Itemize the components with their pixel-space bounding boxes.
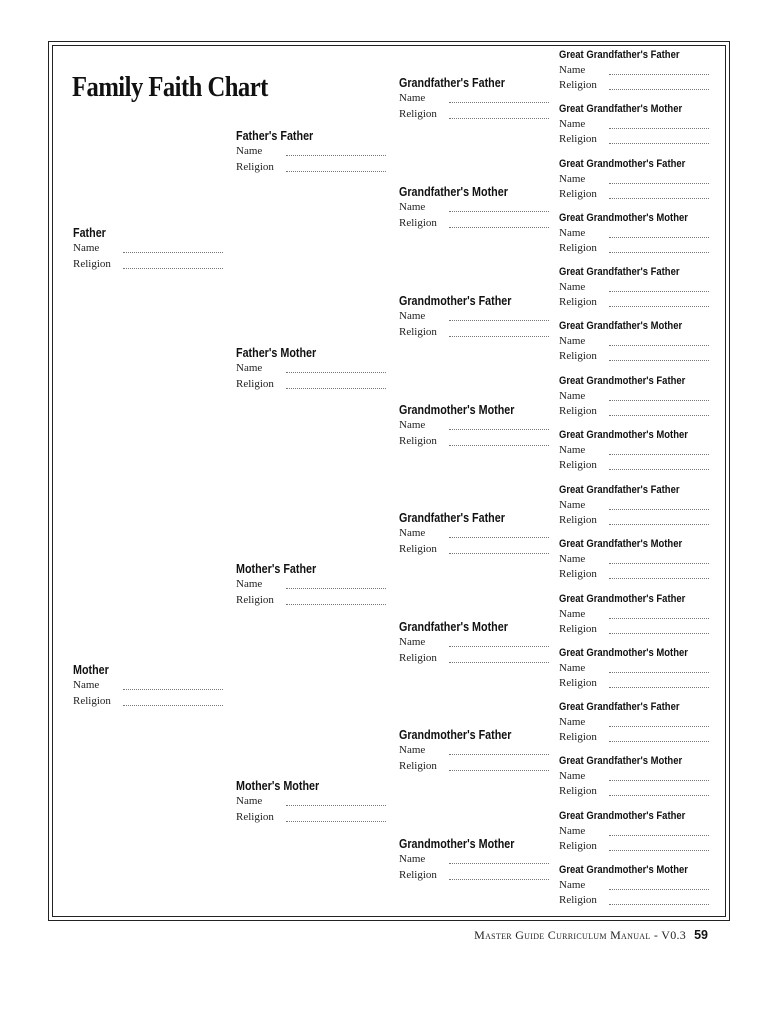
- person-heading: Great Grandfather's Father: [559, 484, 680, 496]
- religion-label: Religion: [559, 677, 597, 689]
- religion-blank-line[interactable]: [449, 662, 549, 663]
- religion-blank-line[interactable]: [449, 445, 549, 446]
- person-gen3-4: [399, 403, 533, 450]
- name-label: Name: [559, 118, 586, 130]
- religion-label: Religion: [559, 79, 597, 91]
- religion-row: [559, 623, 706, 638]
- religion-row: [559, 405, 706, 420]
- religion-label: Religion: [559, 514, 597, 526]
- footer-text: Master Guide Curriculum Manual - V0.3: [474, 928, 687, 942]
- name-label: Name: [399, 310, 426, 322]
- religion-row: [399, 326, 530, 342]
- religion-blank-line[interactable]: [609, 795, 709, 796]
- name-row: [559, 335, 702, 350]
- name-label: Name: [236, 795, 263, 807]
- religion-blank-line[interactable]: [609, 687, 709, 688]
- religion-blank-line[interactable]: [609, 633, 709, 634]
- person-heading: Great Grandfather's Mother: [559, 320, 683, 332]
- person-gen4-6: [559, 320, 702, 365]
- name-row: [399, 419, 533, 435]
- name-blank-line[interactable]: [609, 509, 709, 510]
- name-blank-line[interactable]: [609, 291, 709, 292]
- person-gen2-2: [236, 346, 329, 393]
- religion-blank-line[interactable]: [609, 143, 709, 144]
- name-label: Name: [559, 662, 586, 674]
- name-row: [399, 92, 522, 108]
- person-heading: Father's Father: [236, 129, 314, 143]
- religion-label: Religion: [399, 542, 437, 555]
- person-gen4-11: [559, 593, 706, 638]
- person-gen2-3: [236, 562, 329, 609]
- religion-blank-line[interactable]: [609, 360, 709, 361]
- page-footer: [474, 928, 708, 943]
- name-row: [559, 444, 709, 459]
- name-row: [399, 310, 530, 326]
- religion-blank-line[interactable]: [449, 336, 549, 337]
- person-heading: Great Grandmother's Mother: [559, 647, 688, 659]
- religion-label: Religion: [73, 257, 111, 270]
- religion-label: Religion: [236, 593, 274, 606]
- name-row: [236, 795, 333, 811]
- person-gen1-1: [73, 226, 111, 273]
- religion-label: Religion: [559, 405, 597, 417]
- name-row: [73, 242, 111, 258]
- name-blank-line[interactable]: [609, 400, 709, 401]
- name-blank-line[interactable]: [449, 754, 549, 755]
- name-label: Name: [559, 173, 586, 185]
- name-label: Name: [559, 390, 586, 402]
- name-row: [399, 853, 533, 869]
- religion-label: Religion: [559, 623, 597, 635]
- person-gen4-9: [559, 484, 699, 529]
- person-heading: Great Grandmother's Mother: [559, 212, 688, 224]
- person-heading: Great Grandfather's Mother: [559, 103, 683, 115]
- person-gen3-1: [399, 76, 522, 123]
- religion-row: [559, 350, 702, 365]
- name-blank-line[interactable]: [609, 345, 709, 346]
- religion-blank-line[interactable]: [286, 171, 386, 172]
- religion-blank-line[interactable]: [449, 118, 549, 119]
- name-label: Name: [559, 64, 586, 76]
- religion-label: Religion: [399, 216, 437, 229]
- religion-label: Religion: [559, 840, 597, 852]
- name-blank-line[interactable]: [449, 320, 549, 321]
- name-blank-line[interactable]: [609, 889, 709, 890]
- religion-row: [559, 133, 702, 148]
- name-label: Name: [236, 362, 263, 374]
- religion-blank-line[interactable]: [449, 770, 549, 771]
- name-blank-line[interactable]: [609, 128, 709, 129]
- religion-row: [399, 435, 533, 451]
- name-label: Name: [399, 419, 426, 431]
- person-heading: Father: [73, 226, 106, 240]
- name-row: [399, 201, 526, 217]
- religion-row: [236, 594, 329, 610]
- person-gen4-4: [559, 212, 709, 257]
- name-blank-line[interactable]: [449, 211, 549, 212]
- religion-blank-line[interactable]: [609, 198, 709, 199]
- religion-row: [73, 695, 115, 711]
- person-gen4-5: [559, 266, 699, 311]
- name-blank-line[interactable]: [286, 155, 386, 156]
- religion-label: Religion: [236, 810, 274, 823]
- religion-blank-line[interactable]: [609, 741, 709, 742]
- person-gen4-3: [559, 158, 706, 203]
- person-heading: Grandmother's Father: [399, 728, 512, 742]
- religion-blank-line[interactable]: [449, 227, 549, 228]
- name-row: [73, 679, 115, 695]
- person-gen3-7: [399, 728, 530, 775]
- name-blank-line[interactable]: [286, 805, 386, 806]
- religion-row: [559, 568, 702, 583]
- name-label: Name: [559, 335, 586, 347]
- religion-label: Religion: [559, 296, 597, 308]
- religion-label: Religion: [559, 133, 597, 145]
- religion-blank-line[interactable]: [609, 252, 709, 253]
- religion-label: Religion: [559, 459, 597, 471]
- person-gen4-2: [559, 103, 702, 148]
- name-label: Name: [559, 281, 586, 293]
- person-gen2-4: [236, 779, 333, 826]
- person-heading: Grandmother's Father: [399, 294, 512, 308]
- name-row: [559, 64, 699, 79]
- name-row: [236, 145, 326, 161]
- religion-label: Religion: [399, 868, 437, 881]
- religion-row: [236, 811, 333, 827]
- name-blank-line[interactable]: [123, 689, 223, 690]
- person-gen3-6: [399, 620, 526, 667]
- religion-label: Religion: [399, 325, 437, 338]
- religion-row: [559, 894, 709, 909]
- name-label: Name: [399, 636, 426, 648]
- religion-label: Religion: [559, 188, 597, 200]
- person-gen1-2: [73, 663, 115, 710]
- religion-label: Religion: [559, 785, 597, 797]
- religion-label: Religion: [559, 568, 597, 580]
- name-blank-line[interactable]: [609, 183, 709, 184]
- name-label: Name: [559, 879, 586, 891]
- person-heading: Grandmother's Mother: [399, 403, 515, 417]
- religion-row: [559, 514, 699, 529]
- person-gen4-14: [559, 755, 702, 800]
- religion-row: [559, 785, 702, 800]
- name-row: [559, 281, 699, 296]
- religion-label: Religion: [559, 242, 597, 254]
- page-title: Family Faith Chart: [72, 72, 268, 103]
- name-row: [559, 390, 706, 405]
- person-heading: Great Grandmother's Mother: [559, 864, 688, 876]
- name-blank-line[interactable]: [609, 563, 709, 564]
- religion-row: [236, 161, 326, 177]
- person-gen4-15: [559, 810, 706, 855]
- person-heading: Great Grandfather's Mother: [559, 755, 683, 767]
- name-blank-line[interactable]: [609, 672, 709, 673]
- religion-blank-line[interactable]: [286, 604, 386, 605]
- religion-row: [559, 459, 709, 474]
- person-heading: Mother's Mother: [236, 779, 320, 793]
- name-row: [236, 578, 329, 594]
- religion-blank-line[interactable]: [449, 553, 549, 554]
- name-label: Name: [559, 770, 586, 782]
- person-heading: Mother's Father: [236, 562, 317, 576]
- name-row: [559, 227, 709, 242]
- religion-blank-line[interactable]: [609, 578, 709, 579]
- religion-row: [559, 677, 709, 692]
- person-heading: Mother: [73, 663, 109, 677]
- religion-row: [559, 840, 706, 855]
- name-blank-line[interactable]: [286, 372, 386, 373]
- religion-row: [399, 217, 526, 233]
- religion-blank-line[interactable]: [609, 469, 709, 470]
- religion-row: [399, 869, 533, 885]
- religion-label: Religion: [399, 434, 437, 447]
- person-gen4-12: [559, 647, 709, 692]
- name-label: Name: [399, 527, 426, 539]
- name-label: Name: [559, 444, 586, 456]
- religion-row: [559, 296, 699, 311]
- name-blank-line[interactable]: [449, 102, 549, 103]
- person-gen3-3: [399, 294, 530, 341]
- religion-label: Religion: [399, 759, 437, 772]
- name-row: [559, 716, 699, 731]
- name-row: [559, 662, 709, 677]
- religion-row: [559, 242, 709, 257]
- name-label: Name: [559, 553, 586, 565]
- name-label: Name: [399, 744, 426, 756]
- name-blank-line[interactable]: [286, 588, 386, 589]
- name-row: [559, 608, 706, 623]
- name-blank-line[interactable]: [609, 454, 709, 455]
- name-label: Name: [399, 201, 426, 213]
- religion-blank-line[interactable]: [609, 904, 709, 905]
- name-row: [559, 770, 702, 785]
- name-row: [559, 499, 699, 514]
- person-heading: Great Grandmother's Father: [559, 375, 686, 387]
- person-heading: Great Grandmother's Father: [559, 810, 686, 822]
- name-blank-line[interactable]: [609, 726, 709, 727]
- name-label: Name: [399, 853, 426, 865]
- person-gen4-10: [559, 538, 702, 583]
- name-blank-line[interactable]: [449, 646, 549, 647]
- person-heading: Grandfather's Father: [399, 511, 505, 525]
- name-blank-line[interactable]: [449, 537, 549, 538]
- religion-blank-line[interactable]: [609, 306, 709, 307]
- religion-label: Religion: [399, 107, 437, 120]
- person-gen3-5: [399, 511, 522, 558]
- religion-blank-line[interactable]: [286, 388, 386, 389]
- religion-label: Religion: [399, 651, 437, 664]
- page-number: 59: [694, 928, 708, 942]
- name-label: Name: [559, 825, 586, 837]
- name-row: [559, 553, 702, 568]
- religion-label: Religion: [559, 731, 597, 743]
- person-gen3-8: [399, 837, 533, 884]
- name-blank-line[interactable]: [123, 252, 223, 253]
- name-label: Name: [559, 499, 586, 511]
- person-gen4-7: [559, 375, 706, 420]
- name-label: Name: [559, 716, 586, 728]
- religion-row: [559, 731, 699, 746]
- name-label: Name: [236, 578, 263, 590]
- name-row: [559, 173, 706, 188]
- name-row: [559, 118, 702, 133]
- religion-blank-line[interactable]: [609, 524, 709, 525]
- religion-label: Religion: [559, 350, 597, 362]
- religion-blank-line[interactable]: [609, 89, 709, 90]
- person-heading: Grandfather's Mother: [399, 620, 508, 634]
- name-blank-line[interactable]: [449, 429, 549, 430]
- person-heading: Great Grandmother's Father: [559, 593, 686, 605]
- person-gen4-1: [559, 49, 699, 94]
- religion-row: [399, 543, 522, 559]
- person-gen4-13: [559, 701, 699, 746]
- religion-row: [73, 258, 111, 274]
- name-row: [559, 879, 709, 894]
- name-row: [399, 744, 530, 760]
- religion-label: Religion: [236, 160, 274, 173]
- religion-blank-line[interactable]: [286, 821, 386, 822]
- name-label: Name: [73, 242, 100, 254]
- religion-row: [399, 760, 530, 776]
- religion-blank-line[interactable]: [449, 879, 549, 880]
- religion-row: [559, 188, 706, 203]
- religion-blank-line[interactable]: [609, 850, 709, 851]
- name-label: Name: [399, 92, 426, 104]
- person-gen2-1: [236, 129, 326, 176]
- name-row: [399, 636, 526, 652]
- person-heading: Great Grandfather's Father: [559, 49, 680, 61]
- person-gen4-16: [559, 864, 709, 909]
- religion-blank-line[interactable]: [123, 705, 223, 706]
- person-heading: Father's Mother: [236, 346, 317, 360]
- religion-row: [399, 108, 522, 124]
- person-heading: Great Grandfather's Mother: [559, 538, 683, 550]
- religion-label: Religion: [559, 894, 597, 906]
- person-gen3-2: [399, 185, 526, 232]
- religion-label: Religion: [73, 694, 111, 707]
- name-blank-line[interactable]: [609, 237, 709, 238]
- name-label: Name: [236, 145, 263, 157]
- religion-label: Religion: [236, 377, 274, 390]
- person-heading: Grandfather's Mother: [399, 185, 508, 199]
- name-blank-line[interactable]: [609, 618, 709, 619]
- person-heading: Grandfather's Father: [399, 76, 505, 90]
- person-heading: Great Grandmother's Mother: [559, 429, 688, 441]
- person-gen4-8: [559, 429, 709, 474]
- religion-row: [236, 378, 329, 394]
- person-heading: Grandmother's Mother: [399, 837, 515, 851]
- person-heading: Great Grandmother's Father: [559, 158, 686, 170]
- religion-row: [559, 79, 699, 94]
- name-blank-line[interactable]: [609, 74, 709, 75]
- name-blank-line[interactable]: [609, 780, 709, 781]
- name-label: Name: [73, 679, 100, 691]
- name-label: Name: [559, 227, 586, 239]
- religion-blank-line[interactable]: [123, 268, 223, 269]
- name-label: Name: [559, 608, 586, 620]
- religion-row: [399, 652, 526, 668]
- person-heading: Great Grandfather's Father: [559, 266, 680, 278]
- name-row: [399, 527, 522, 543]
- name-row: [236, 362, 329, 378]
- name-blank-line[interactable]: [609, 835, 709, 836]
- name-blank-line[interactable]: [449, 863, 549, 864]
- person-heading: Great Grandfather's Father: [559, 701, 680, 713]
- name-row: [559, 825, 706, 840]
- religion-blank-line[interactable]: [609, 415, 709, 416]
